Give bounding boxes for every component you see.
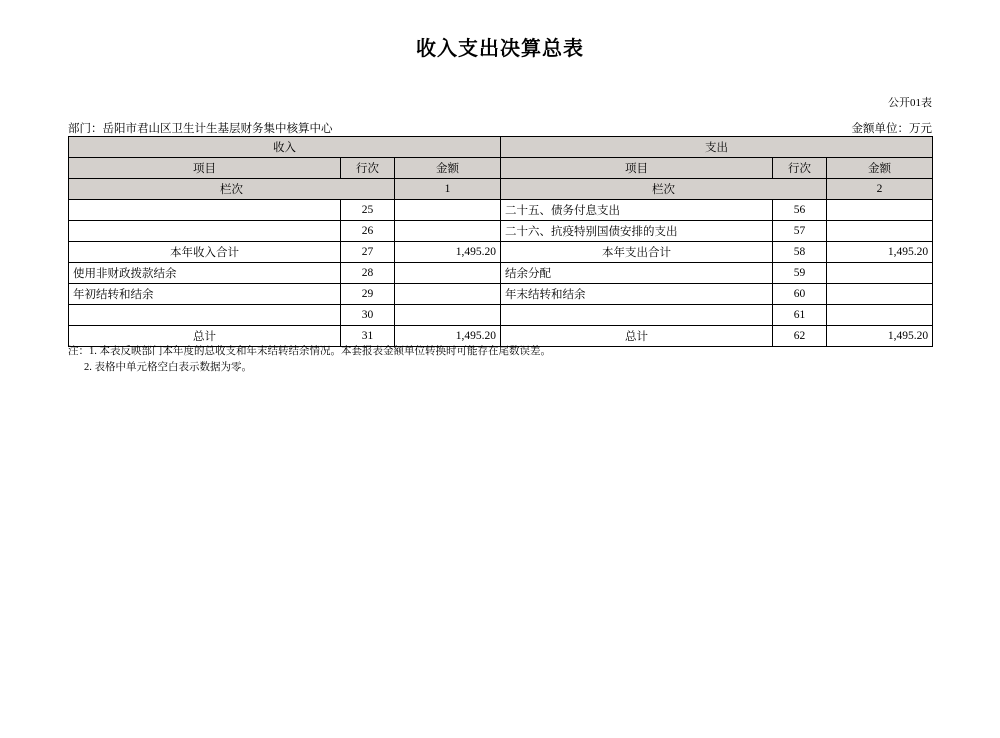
table-row (69, 200, 933, 221)
col-header-income-item: 项目 (69, 158, 341, 179)
group-header-income: 收入 (69, 137, 501, 158)
cell-income-item: 本年收入合计 (69, 242, 341, 263)
cell-income-item: 总计 (69, 326, 341, 347)
cell-expense-amount (827, 200, 933, 221)
cell-expense-item: 总计 (501, 326, 773, 347)
cell-expense-amount (827, 263, 933, 284)
col-header-income-row: 行次 (341, 158, 395, 179)
cell-expense-row-no: 59 (773, 263, 827, 284)
column-index-expense: 2 (827, 179, 933, 200)
table-column-header-row (69, 158, 933, 179)
table-row (69, 263, 933, 284)
cell-expense-item: 二十六、抗疫特别国债安排的支出 (501, 221, 773, 242)
cell-expense-row-no: 62 (773, 326, 827, 347)
cell-income-item (69, 221, 341, 242)
cell-expense-item (501, 305, 773, 326)
cell-expense-item: 结余分配 (501, 263, 773, 284)
cell-income-row-no: 30 (341, 305, 395, 326)
document-page (0, 32, 1000, 738)
col-header-expense-item: 项目 (501, 158, 773, 179)
cell-income-item (69, 200, 341, 221)
cell-expense-row-no: 58 (773, 242, 827, 263)
cell-expense-amount (827, 221, 933, 242)
cell-expense-amount (827, 305, 933, 326)
cell-income-item: 年初结转和结余 (69, 284, 341, 305)
cell-expense-amount: 1,495.20 (827, 242, 933, 263)
cell-income-row-no: 28 (341, 263, 395, 284)
cell-income-amount (395, 305, 501, 326)
cell-income-row-no: 29 (341, 284, 395, 305)
page-title: 收入支出决算总表 (416, 36, 584, 60)
cell-income-row-no: 31 (341, 326, 395, 347)
amount-unit-label: 金额单位：万元 (851, 123, 932, 135)
table-row (69, 221, 933, 242)
table-group-header-row (69, 137, 933, 158)
department-label: 部门：岳阳市君山区卫生计生基层财务集中核算中心 (68, 123, 333, 135)
budget-summary-table (68, 136, 933, 347)
table-row (69, 242, 933, 263)
cell-expense-amount (827, 284, 933, 305)
cell-expense-row-no: 61 (773, 305, 827, 326)
column-index-label-expense: 栏次 (501, 179, 827, 200)
cell-income-row-no: 26 (341, 221, 395, 242)
cell-income-amount (395, 221, 501, 242)
col-header-expense-amount: 金额 (827, 158, 933, 179)
group-header-expense: 支出 (501, 137, 933, 158)
cell-income-amount (395, 263, 501, 284)
cell-expense-item: 本年支出合计 (501, 242, 773, 263)
note-line-1: 注：1. 本表反映部门本年度的总收支和年末结转结余情况。本套报表金额单位转换时可能存在尾数误差。 (68, 346, 551, 357)
col-header-expense-row: 行次 (773, 158, 827, 179)
cell-expense-row-no: 60 (773, 284, 827, 305)
cell-income-row-no: 25 (341, 200, 395, 221)
cell-expense-item: 二十五、债务付息支出 (501, 200, 773, 221)
cell-income-item: 使用非财政拨款结余 (69, 263, 341, 284)
cell-expense-item: 年末结转和结余 (501, 284, 773, 305)
table-column-index-row (69, 179, 933, 200)
cell-income-item (69, 305, 341, 326)
cell-income-amount (395, 200, 501, 221)
table-notes (68, 344, 551, 376)
cell-income-amount (395, 284, 501, 305)
table-row (69, 305, 933, 326)
column-index-income: 1 (395, 179, 501, 200)
form-code-label: 公开01表 (888, 97, 932, 109)
meta-row (68, 120, 932, 136)
cell-income-amount: 1,495.20 (395, 242, 501, 263)
cell-expense-amount: 1,495.20 (827, 326, 933, 347)
cell-income-row-no: 27 (341, 242, 395, 263)
col-header-income-amount: 金额 (395, 158, 501, 179)
cell-income-amount: 1,495.20 (395, 326, 501, 347)
note-line-2: 2. 表格中单元格空白表示数据为零。 (84, 362, 252, 373)
cell-expense-row-no: 56 (773, 200, 827, 221)
cell-expense-row-no: 57 (773, 221, 827, 242)
table-row (69, 284, 933, 305)
column-index-label-income: 栏次 (69, 179, 395, 200)
